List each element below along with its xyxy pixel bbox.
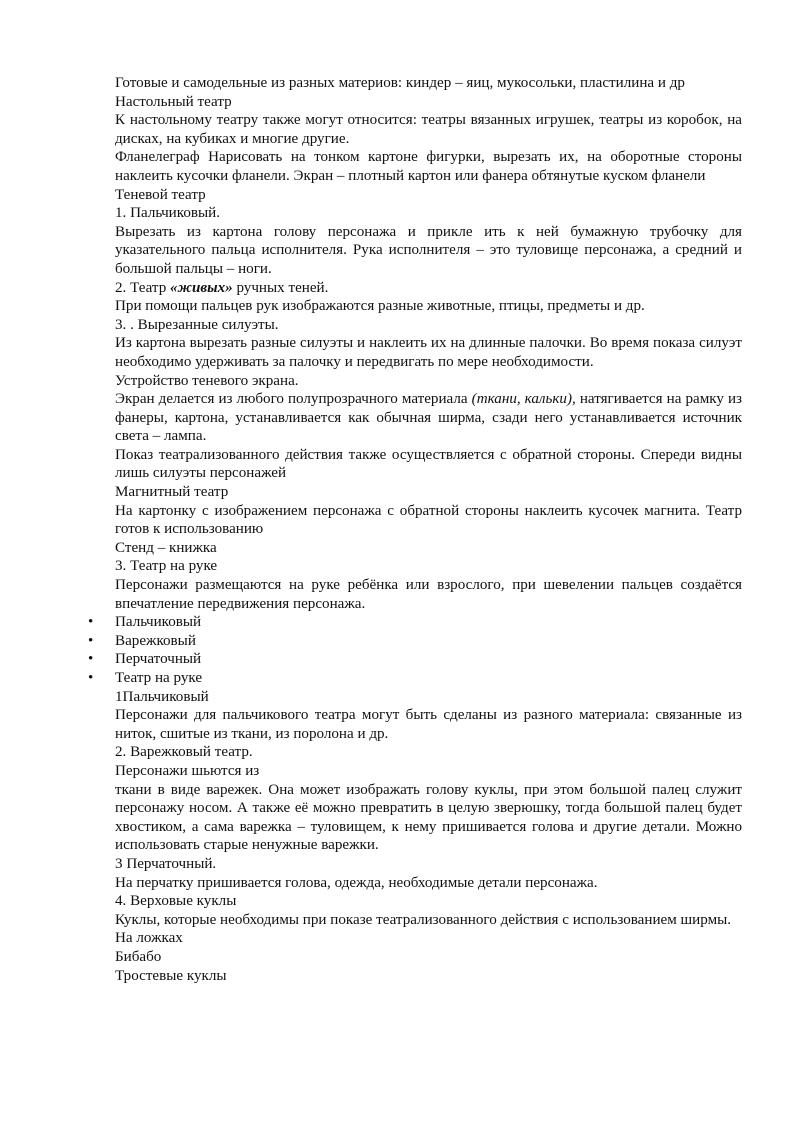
list-item-label: Перчаточный [115, 651, 202, 668]
paragraph-table-theatre: К настольному театру также могут относится: театры вязанных игрушек, театры из коробок, на дисках, на кубиках и многие другие. [115, 112, 742, 147]
paragraph-materials: Готовые и самодельные из разных материов: киндер – яиц, мукосольки, пластилина и др [115, 75, 685, 91]
paragraph-finger-puppets: Персонажи для пальчикового театра могут быть сделаны из разного материала: связанные из ниток, сшитые из ткани, из поролона и др. [115, 707, 742, 742]
list-item [88, 632, 742, 651]
list-item [88, 669, 742, 688]
heading-live-hand-shadows-start: 2. Театр [115, 279, 171, 296]
paragraph-mitten-intro: Персонажи шьются из [115, 762, 260, 779]
heading-mitten-theatre: 2. Варежковый театр. [115, 744, 253, 761]
emphasis-materials: (ткани, кальки) [471, 391, 573, 408]
item-spoon-puppets: На ложках [115, 930, 183, 947]
bullet-marker: • [88, 632, 94, 649]
list-item-label: Театр на руке [115, 670, 203, 686]
paragraph-magnetic-theatre: На картонку с изображением персонажа с обратной стороны наклеить кусочек магнита. Театр готов к использованию [115, 502, 742, 538]
heading-theatre-on-hand: 3. Театр на руке [115, 558, 218, 575]
heading-shadow-screen: Устройство теневого экрана. [115, 372, 299, 389]
paragraph-flannelgraph: Фланелеграф Нарисовать на тонком картоне фигурки, вырезать их, на оборотные стороны наклеить кусочки фланели. Экран – плотный картон или фанера обтянутые куском фланели [115, 149, 742, 184]
paragraph-theatre-on-hand: Персонажи размещаются на руке ребёнка или взрослого, при шевелении пальцев создаётся впечатление передвижения персонажа. [115, 577, 742, 612]
emphasis-live: «живых» [170, 279, 233, 296]
heading-live-hand-shadows [115, 279, 742, 298]
list-item [88, 613, 742, 632]
paragraph-shadow-screen-start: Экран делается из любого полупрозрачного материала [115, 391, 472, 408]
list-item-label: Пальчиковый [115, 614, 202, 631]
heading-glove-puppets: 3 Перчаточный. [115, 855, 217, 872]
bullet-marker: • [88, 614, 94, 631]
list-item-label: Варежковый [115, 632, 196, 649]
heading-finger-puppets: 1Пальчиковый [115, 688, 209, 705]
item-rod-puppets: Тростевые куклы [115, 967, 227, 984]
heading-shadow-theatre: Теневой театр [115, 186, 206, 203]
heading-magnetic-theatre: Магнитный театр [115, 484, 229, 501]
paragraph-hand-shadows: При помощи пальцев рук изображаются разные животные, птицы, предметы и др. [115, 298, 645, 315]
paragraph-shadow-screen-end: , натягивается на рамку из фанеры, картона, устанавливается как обычная ширма, сзади него устанавливается источник света – лампа. [115, 391, 743, 445]
item-bibabo: Бибабо [115, 948, 162, 965]
paragraph-show-action: Показ театрализованного действия также осуществляется с обратной стороны. Спереди видны лишь силуэты персонажей [115, 446, 742, 482]
paragraph-finger-shadow: Вырезать из картона голову персонажа и прикле ить к ней бумажную трубочку для указательного пальца исполнителя. Рука исполнителя – это туловище персонажа, а средний и большой пальцы – ноги. [115, 223, 742, 277]
heading-live-hand-shadows-end: ручных теней. [232, 279, 329, 296]
heading-cut-silhouettes: 3. . Вырезанные силуэты. [115, 316, 279, 333]
paragraph-glove-puppets: На перчатку пришивается голова, одежда, необходимые детали персонажа. [115, 874, 598, 891]
document-page [88, 74, 743, 985]
heading-stand-book: Стенд – книжка [115, 539, 217, 556]
bullet-marker: • [88, 651, 94, 668]
paragraph-mitten-theatre: ткани в виде варежек. Она может изображать голову куклы, при этом большой палец служит персонажу носом. А также её можно превратить в целую зверюшку, тогда большой палец будет хвостиком, а сама варежка – туловищем, к нему пришивается голова и другие детали. Можно использовать старые ненужные варежки. [115, 781, 742, 854]
bullet-marker: • [88, 670, 94, 686]
heading-top-puppets: 4. Верховые куклы [115, 893, 237, 910]
paragraph-top-puppets: Куклы, которые необходимы при показе театрализованного действия с использованием ширмы. [115, 911, 732, 928]
heading-table-theatre: Настольный театр [115, 93, 232, 110]
heading-finger-shadow: 1. Пальчиковый. [115, 205, 220, 222]
list-item [88, 650, 742, 669]
paragraph-shadow-screen [115, 390, 742, 446]
paragraph-cut-silhouettes: Из картона вырезать разные силуэты и наклеить их на длинные палочки. Во время показа силуэт необходимо удерживать за палочку и передвигать по мере необходимости. [115, 335, 742, 370]
bullet-list [88, 613, 742, 687]
